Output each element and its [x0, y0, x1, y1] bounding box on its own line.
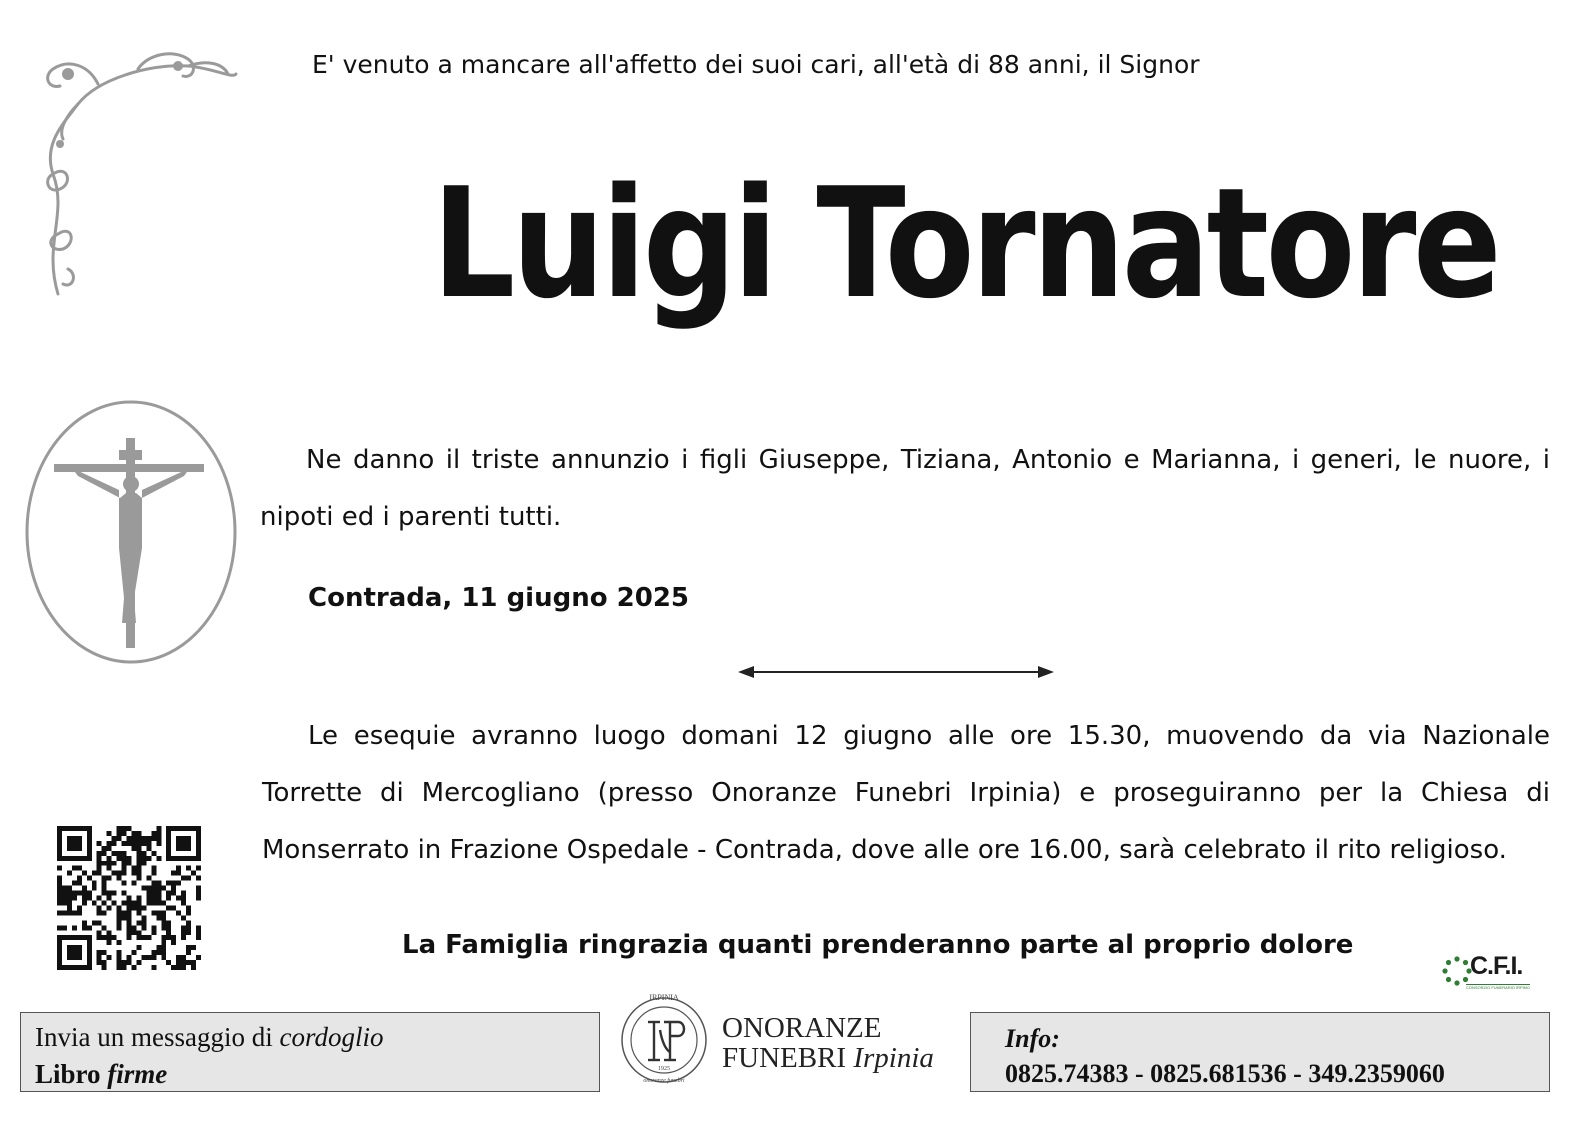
condolence-italic: cordoglio [279, 1022, 384, 1052]
place-date: Contrada, 11 giugno 2025 [308, 583, 689, 613]
announcement-paragraph [260, 432, 1550, 546]
funeral-home-brand [618, 990, 978, 1090]
brand-line2-italic: Irpinia [853, 1042, 934, 1074]
funeral-home-seal-icon [618, 990, 710, 1086]
guestbook-italic: firme [107, 1059, 168, 1089]
svg-text:1925: 1925 [658, 1066, 670, 1072]
condolence-prefix: Invia un messaggio di [35, 1022, 273, 1052]
cfi-subtext: CONSORZIO FUNERARIO IRPINO [1466, 985, 1530, 990]
intro-text: E' venuto a mancare all'affetto dei suoi cari, all'età di 88 anni, il Signor [312, 50, 1200, 79]
info-box [970, 1012, 1550, 1092]
double-arrow-divider-icon [738, 662, 1054, 682]
condolence-line[interactable] [35, 1019, 585, 1056]
thanks-text: La Famiglia ringrazia quanti prenderanno parte al proprio dolore [402, 930, 1354, 960]
cfi-dots-icon [1442, 956, 1472, 986]
guestbook-line[interactable] [35, 1056, 585, 1093]
svg-text:IRPINIA: IRPINIA [649, 993, 679, 1002]
qr-code-icon[interactable] [56, 826, 202, 970]
guestbook-prefix: Libro [35, 1059, 101, 1089]
corner-ornament-icon [38, 44, 243, 299]
condolence-message-box[interactable] [20, 1012, 600, 1092]
funeral-text: Le esequie avranno luogo domani 12 giugno alle ore 15.30, muovendo da via Nazionale Torrette di Mercogliano (presso Onoranze Funebri Irpinia) e proseguiranno per la Chiesa di Monserrato in Frazione Ospedale - Contrada, dove alle ore 16.00, sarà celebrato il rito religioso. [262, 721, 1550, 865]
cfi-text: C.F.I. [1470, 952, 1523, 980]
brand-line1: ONORANZE [722, 1012, 882, 1044]
info-phones[interactable]: 0825.74383 - 0825.681536 - 349.2359060 [1005, 1059, 1445, 1088]
announcement-text: Ne danno il triste annunzio i figli Giuseppe, Tiziana, Antonio e Marianna, i generi, le nuore, i nipoti ed i parenti tutti. [260, 445, 1550, 532]
cfi-logo [1442, 950, 1542, 998]
funeral-paragraph [262, 708, 1550, 879]
brand-line2-prefix: FUNEBRI [722, 1042, 847, 1074]
crucifix-icon [24, 398, 238, 666]
info-label: Info: [1005, 1024, 1060, 1053]
brand-line2 [722, 1042, 934, 1075]
deceased-name: Luigi Tornatore [432, 155, 1499, 332]
svg-text:onoranze funebri: onoranze funebri [643, 1078, 685, 1084]
